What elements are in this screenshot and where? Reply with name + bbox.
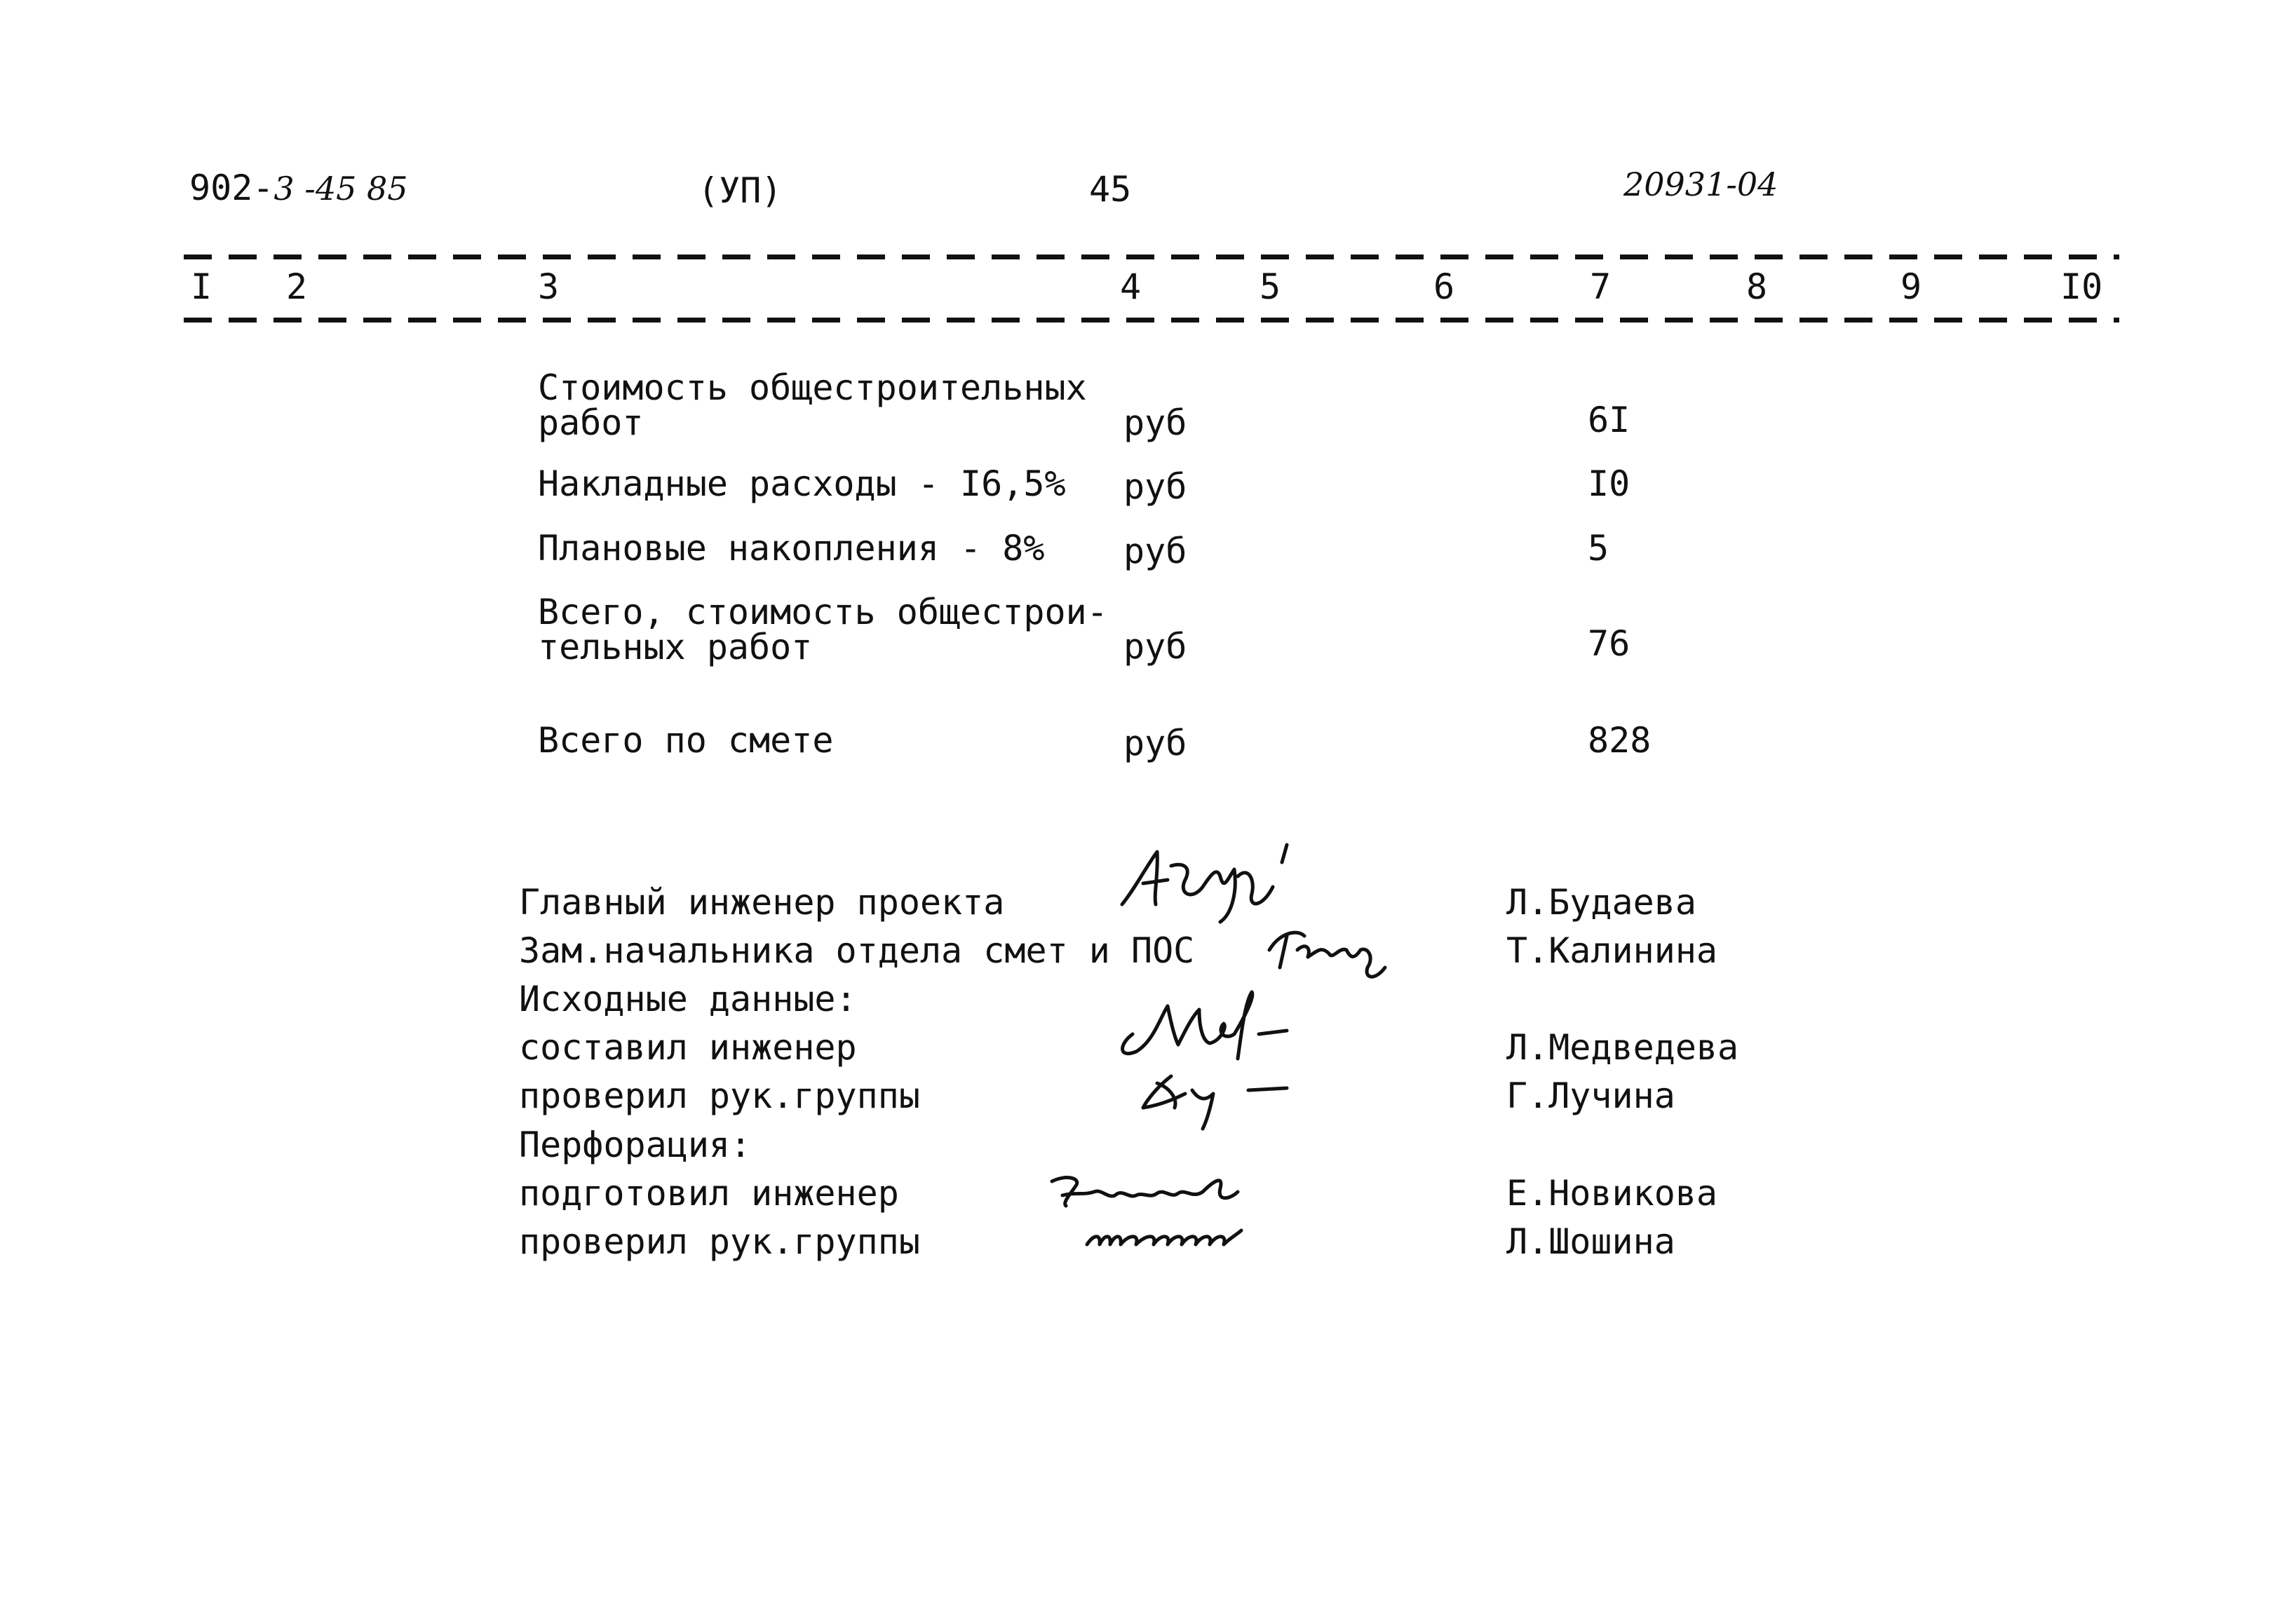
row-value: 76 — [1588, 623, 1630, 664]
row-value: 6I — [1588, 400, 1630, 440]
column-number: 7 — [1590, 266, 1612, 307]
signatory-name: Л.Будаева — [1506, 882, 1696, 923]
row-label: Всего по смете — [538, 720, 834, 761]
series-label: (УП) — [698, 170, 783, 211]
column-header-bottom-rule — [184, 318, 2119, 323]
row-label: Стоимость общестроительных работ — [538, 367, 1087, 443]
row-value: 828 — [1588, 720, 1652, 761]
page-number: 45 — [1089, 169, 1132, 210]
signature-shoshina — [1080, 1216, 1262, 1258]
signature-role: составил инженер — [519, 1027, 857, 1068]
document-code-printed: 902- — [189, 168, 274, 208]
row-label: Всего, стоимость общестрои- тельных работ — [538, 592, 1108, 667]
column-number: I0 — [2060, 266, 2103, 307]
document-number: 20931-04 — [1623, 165, 1778, 203]
signature-role: Зам.начальника отдела смет и ПОС — [519, 930, 1195, 971]
row-label: Плановые накопления - 8% — [538, 528, 1045, 569]
column-number: 8 — [1746, 266, 1768, 307]
section-heading-perforation: Перфорация: — [519, 1125, 752, 1165]
signature-role: подготовил инженер — [519, 1173, 899, 1214]
signature-medvedeva — [1112, 982, 1322, 1066]
document-code — [189, 168, 408, 208]
column-number: 6 — [1433, 266, 1455, 307]
signatory-name: Е.Новикова — [1506, 1173, 1718, 1214]
column-number: 4 — [1120, 266, 1142, 307]
column-number: 3 — [538, 266, 560, 307]
signatory-name: Л.Шошина — [1506, 1221, 1675, 1262]
column-number: 5 — [1260, 266, 1281, 307]
column-number: 9 — [1900, 266, 1922, 307]
row-unit: руб — [1123, 402, 1187, 443]
row-unit: руб — [1123, 531, 1187, 571]
column-header-top-rule — [184, 254, 2119, 259]
signature-role: Главный инженер проекта — [519, 882, 1005, 923]
row-unit: руб — [1123, 723, 1187, 763]
column-number: I — [191, 266, 212, 307]
signatory-name: Г.Лучина — [1506, 1075, 1675, 1116]
row-value: I0 — [1588, 463, 1630, 504]
signature-role: проверил рук.группы — [519, 1221, 920, 1262]
section-heading-source-data: Исходные данные: — [519, 979, 857, 1019]
row-label: Накладные расходы - I6,5% — [538, 463, 1066, 504]
signatory-name: Л.Медведева — [1506, 1027, 1739, 1068]
row-unit: руб — [1123, 626, 1187, 667]
document-code-handwritten: 3 -45 85 — [274, 170, 408, 208]
row-value: 5 — [1588, 528, 1609, 569]
signature-kalinina — [1262, 918, 1403, 989]
signature-budaeva — [1115, 838, 1311, 929]
column-number: 2 — [286, 266, 308, 307]
signature-role: проверил рук.группы — [519, 1075, 920, 1116]
signature-novikova — [1045, 1164, 1255, 1220]
signatory-name: Т.Калинина — [1506, 930, 1718, 971]
row-unit: руб — [1123, 466, 1187, 507]
signature-luchina — [1129, 1062, 1325, 1132]
